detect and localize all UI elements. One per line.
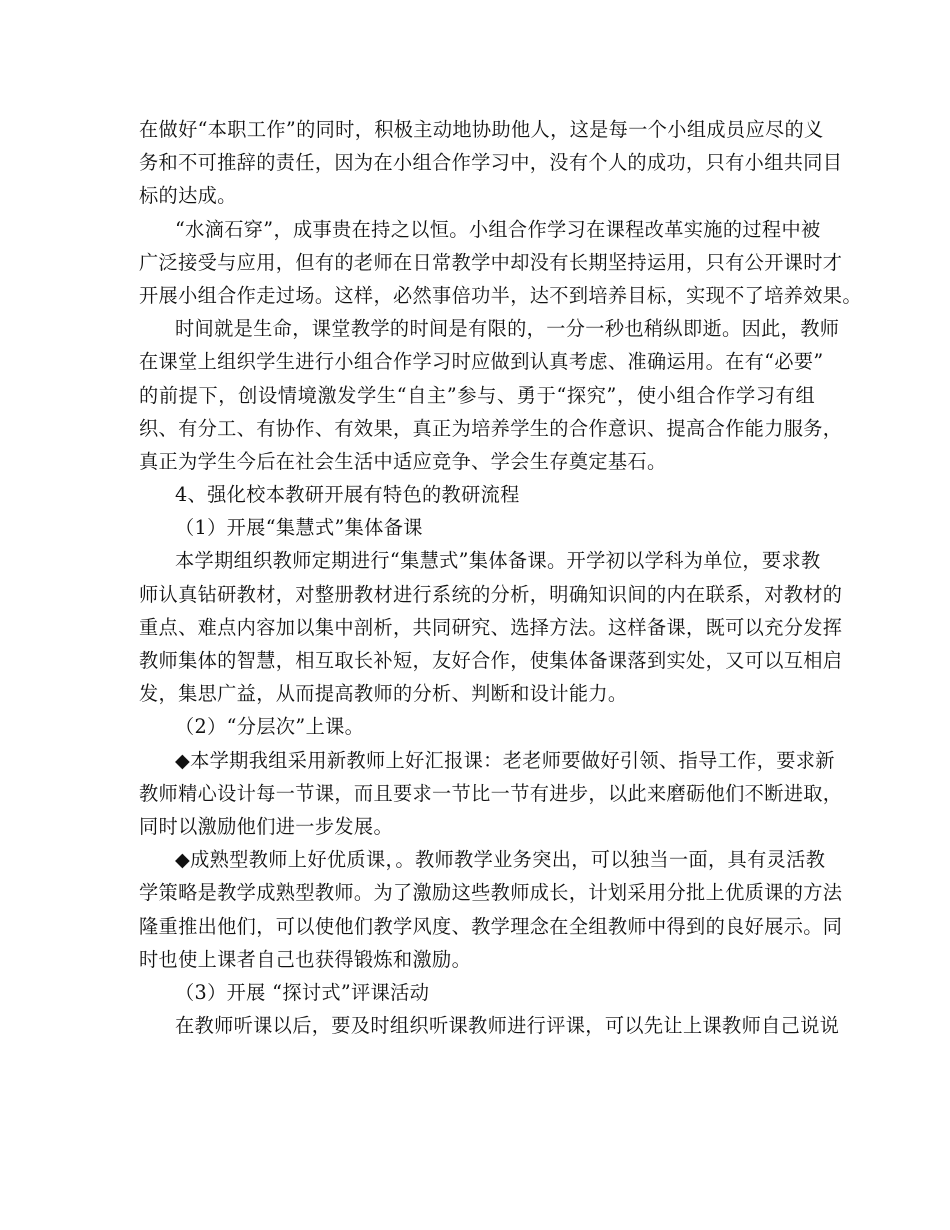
paragraph-line: 发，集思广益，从而提高教师的分析、判断和设计能力。 — [139, 682, 628, 706]
paragraph-line: 在课堂上组织学生进行小组合作学习时应做到认真考虑、准确运用。在有“必要” — [139, 350, 824, 374]
paragraph-line: 本学期组织教师定期进行“集慧式”集体备课。开学初以学科为单位，要求教 — [175, 549, 821, 573]
subsection-heading: （3）开展 “探讨式”评课活动 — [175, 980, 430, 1004]
paragraph-line: 标的达成。 — [139, 184, 237, 208]
paragraph-line: 开展小组合作走过场。这样，必然事倍功半，达不到培养目标，实现不了培养效果。 — [139, 283, 862, 307]
paragraph-line: 织、有分工、有协作、有效果，真正为培养学生的合作意识、提高合作能力服务， — [139, 416, 843, 440]
paragraph-line: “水滴石穿”，成事贵在持之以恒。小组合作学习在课程改革实施的过程中被 — [175, 217, 821, 241]
paragraph-line: 在做好“本职工作”的同时，积极主动地协助他人，这是每一个小组成员应尽的义 — [139, 118, 824, 141]
paragraph-line: 教师精心设计每一节课，而且要求一节比一节有进步，以此来磨砺他们不断进取， — [139, 781, 843, 805]
bullet-line: ◆本学期我组采用新教师上好汇报课：老老师要做好引领、指导工作，要求新 — [175, 748, 835, 772]
paragraph-line: 学策略是教学成熟型教师。为了激励这些教师成长，计划采用分批上优质课的方法 — [139, 881, 843, 905]
paragraph-line: 时也使上课者自己也获得锻炼和激励。 — [139, 947, 472, 971]
bullet-line: ◆成熟型教师上好优质课，。教师教学业务突出，可以独当一面，具有灵活教 — [175, 848, 826, 872]
paragraph-line: 教师集体的智慧，相互取长补短，友好合作，使集体备课落到实处，又可以互相启 — [139, 649, 843, 672]
paragraph-line: 真正为学生今后在社会生活中适应竞争、学会生存奠定基石。 — [139, 449, 667, 473]
subsection-heading: （2）“分层次”上课。 — [175, 715, 365, 739]
paragraph-line: 在教师听课以后，要及时组织听课教师进行评课，可以先让上课教师自己说说 — [175, 1014, 840, 1038]
paragraph-line: 时间就是生命，课堂教学的时间是有限的，一分一秒也稍纵即逝。因此，教师 — [175, 317, 840, 341]
paragraph-line: 务和不可推辞的责任，因为在小组合作学习中，没有个人的成功，只有小组共同目 — [139, 151, 843, 175]
paragraph-line: 重点、难点内容加以集中剖析，共同研究、选择方法。这样备课，既可以充分发挥 — [139, 615, 843, 639]
paragraph-line: 师认真钻研教材，对整册教材进行系统的分析，明确知识间的内在联系，对教材的 — [139, 582, 843, 606]
document-body — [139, 113, 862, 1042]
paragraph-line: 的前提下，创设情境激发学生“自主”参与、勇于“探究”，使小组合作学习有组 — [139, 383, 815, 407]
subsection-heading: （1）开展“集慧式”集体备课 — [175, 516, 423, 540]
paragraph-line: 同时以激励他们进一步发展。 — [139, 814, 393, 838]
paragraph-line: 隆重推出他们，可以使他们教学风度、教学理念在全组教师中得到的良好展示。同 — [139, 914, 843, 938]
section-heading: 4、强化校本教研开展有特色的教研流程 — [175, 483, 520, 507]
paragraph-line: 广泛接受与应用，但有的老师在日常教学中却没有长期坚持运用，只有公开课时才 — [139, 250, 843, 274]
